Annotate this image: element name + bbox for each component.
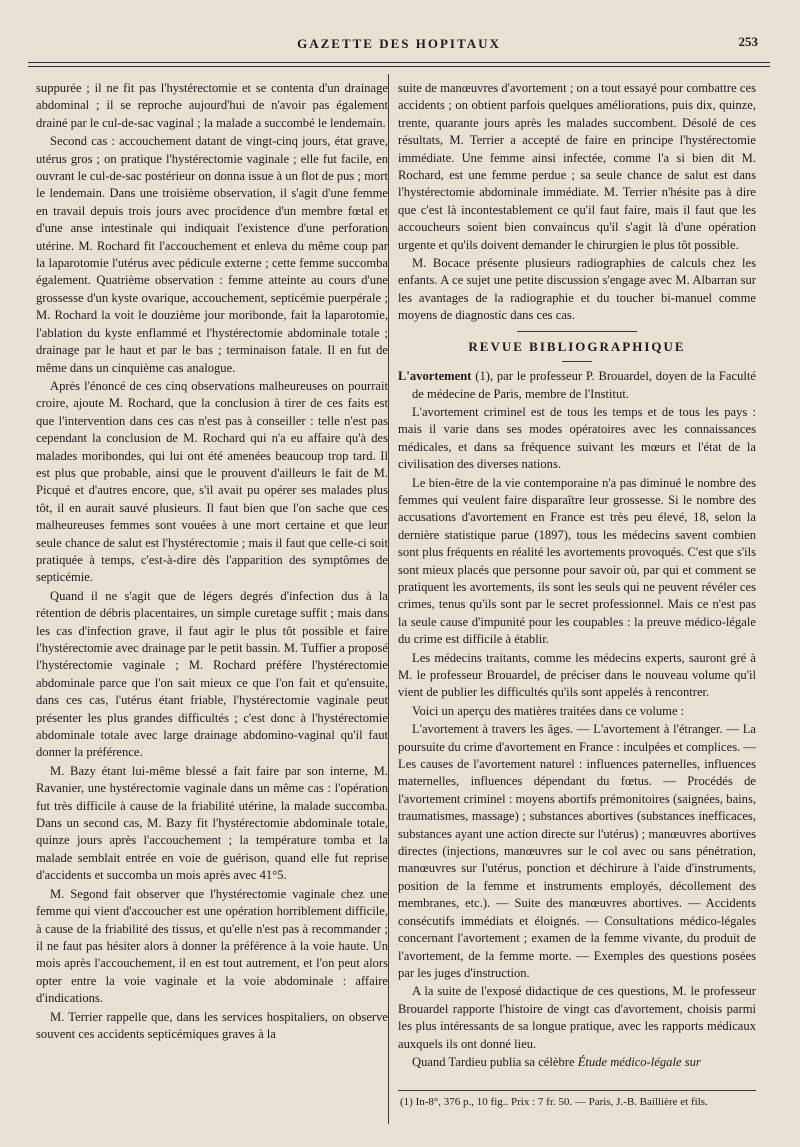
paragraph: A la suite de l'exposé didactique de ces questions, M. le professeur Brouardel rapporte l'histoire de vingt cas d'avortement, choisis parmi les plus intéressants de sa longue pratique, avec les rapports médicaux auxquels ils ont donné lieu. [398, 984, 756, 1051]
paragraph: M. Segond fait observer que l'hystérectomie vaginale chez une femme qui vient d'accoucher est une opération horriblement difficile, à cause de la friabilité des tissus, et qu'elle n'est pas à recommander ; il ne faut pas hésiter alors à donner la préférence à la voie haute. Un mois après l'accouchement, il en est tout autrement, et l'on peut alors opter entre la voie vaginale et la voie abdominale : affaire d'indications. [36, 886, 388, 1006]
running-title: GAZETTE DES HOPITAUX [297, 36, 501, 51]
page-header [28, 36, 770, 58]
section-title: REVUE BIBLIOGRAPHIQUE [468, 338, 686, 354]
header-rule [28, 62, 770, 67]
review-title: L'avortement [398, 369, 472, 384]
paragraph-last [398, 1054, 756, 1071]
section-rule [562, 361, 592, 362]
column-divider [388, 74, 389, 1124]
paragraph: M. Bazy étant lui-même blessé a fait faire par son interne, M. Ravanier, une hystérectomie vaginale dans un même cas : l'opération fut très difficile à cause de la friabilité utérine, la malade succomba. Dans un second cas, M. Bazy fit l'hystérectomie abdominale totale, quinze jours après l'accouchement ; la température tomba et la malade semblait entrée en voie de guérison, quand elle fut reprise d'accidents et succomba un mois après avec 41°5. [36, 763, 388, 883]
footnote: (1) In-8°, 376 p., 10 fig.. Prix : 7 fr. 50. — Paris, J.-B. Baillière et fils. [400, 1096, 708, 1108]
review-heading [398, 368, 756, 403]
paragraph: M. Terrier rappelle que, dans les services hospitaliers, on observe souvent ces accidents septicémiques graves à la [36, 1009, 388, 1041]
left-column [36, 80, 388, 1044]
paragraph: Voici un aperçu des matières traitées dans ce volume : [412, 703, 685, 718]
paragraph: Quand il ne s'agit que de légers degrés d'infection dus à la rétention de débris placentaires, un simple curetage suffit ; mais dans les cas d'infection grave, il faut agir le plus tôt possible et faire l'hystérectomie avec drainage par le petit bassin. M. Tuffier a proposé l'hystérectomie vaginale ; M. Rochard préfère l'hystérectomie abdominale parce que l'on sait mieux ce que l'on fait et qu'ensuite, dans ces cas, l'utérus étant friable, l'hystérectomie vaginale peut présenter les plus grandes difficultés ; c'est donc à l'hystérectomie abdominale totale avec large drainage abdomino-vaginal qu'il faut donner la préférence. [36, 588, 388, 760]
paragraph: Après l'énoncé de ces cinq observations malheureuses on pourrait croire, ajoute M. Rochard, que la conclusion à tirer de ces faits est que l'intervention dans ces cas n'est pas à conseiller : telle n'est pas cependant la conclusion de M. Rochard qui n'a eu affaire qu'à des malades moribondes, qui lui ont été amenées beaucoup trop tard. Il est plus que probable, ainsi que le prouvent d'ailleurs le fait de M. Picqué et d'autres encore, que, s'il avait pu opérer ses malades plus tôt, il en aurait sauvé plusieurs. Il faut bien que l'on sache que ces malheureuses femmes sont vouées à une mort certaine et que leur seule chance de salut est l'hystérectomie ; mais il faut que celle-ci soit pratiquée à temps, c'est-à-dire dès l'apparition des symptômes de septicémie. [36, 378, 388, 585]
footnote-rule [398, 1090, 756, 1091]
last-line-italic: Étude médico-légale sur [577, 1054, 701, 1069]
paragraph: M. Bocace présente plusieurs radiographies de calculs chez les enfants. A ce sujet une petite discussion s'engage avec M. Albarran sur les avantages de la radiographie et du toucher bi-manuel comme moyens de diagnostic dans ces cas. [398, 256, 756, 323]
paragraph: suite de manœuvres d'avortement ; on a tout essayé pour combattre ces accidents ; on obtient parfois quelques améliorations, puis dix, quinze, trente, quarante jours après les malades succombent. Désolé de ces résultats, M. Terrier a accepté de faire en principe l'hystérectomie immédiate. Une femme ainsi infectée, comme l'a si bien dit M. Rochard, est une femme perdue ; sa seule chance de salut est dans l'hystérectomie abdominale immédiate. M. Terrier n'hésite pas à dire que c'est là incontestablement ce qu'il faut faire, mais il faut que les accoucheurs soient bien convaincus qu'il s'agit là d'une opération urgente et qu'ils doivent demander le chirurgien le plus tôt possible. [398, 81, 756, 252]
paragraph: Le bien-être de la vie contemporaine n'a pas diminué le nombre des femmes qui veulent faire disparaître leur grossesse. Si le nombre des accusations d'avortement en France est très peu élevé, 18, selon la dernière statistique parue (1897), tous les médecins savent combien sont plus fréquents en réalité les avortements provoqués. C'est que s'ils sont mieux placés que personne pour savoir où, par qui et comment se pratiquent les avortements, ils sont les seuls qui ne peuvent révéler ces crimes, tenus qu'ils sont par le secret professionnel. Mais ce n'est pas la seule cause d'impunité pour les coupables : la preuve médico-légale du crime est difficile à établir. [398, 475, 756, 647]
paragraph: suppurée ; il ne fit pas l'hystérectomie et se contenta d'un drainage abdominal ; il se reproche aujourd'hui de n'avoir pas également drainé par le cul-de-sac vaginal ; la malade a succombé le lendemain. [36, 81, 388, 130]
paragraph: L'avortement criminel est de tous les temps et de tous les pays : mais il varie dans ses modes opératoires avec les connaissances médicales, et dans sa fréquence suivant les mœurs et l'état de la civilisation des diverses nations. [398, 404, 756, 472]
paragraph: L'avortement à travers les âges. — L'avortement à l'étranger. — La poursuite du crime d'avortement en France : inculpées et complices. — Les causes de l'avortement naturel : influences paternelles, influences maternelles, influences dépendant du fœtus. — Procédés de l'avortement criminel : moyens abortifs prémonitoires (saignées, bains, traumatismes, massage) ; substances abortives (substances inefficaces, substances ayant une action directe sur l'utérus) ; manœuvres abortives directes (injections, manœuvres sur le col avec ou sans pénétration, manœuvres sur l'utérus, ponction et déchirure à l'aide d'instruments, position de la femme et instruments employés, décollement des membranes, etc.). — Suite des manœuvres abortives. — Accidents consécutifs immédiats et éloignés. — Consultations médico-légales concernant l'avortement ; examen de la femme vivante, du produit de l'avortement, de la femme morte. — Exemples des questions posées par les juges d'instruction. [398, 722, 756, 980]
right-column [398, 80, 756, 1072]
paragraph: Second cas : accouchement datant de vingt-cinq jours, état grave, utérus gros ; on pratique l'hystérectomie vaginale ; elle fut facile, en ouvrant le cul-de-sac postérieur on donna issue à un flot de pus ; mort le lendemain. Dans une troisième observation, il s'agit d'une femme en travail depuis trois jours avec procidence d'un membre fœtal et d'une anse intestinale qui indiquait l'existence d'une perforation utérine. M. Rochard fit l'accouchement et enleva du même coup par la laparotomie l'utérus avec pédicule externe ; cette femme succomba également. Quatrième observation : femme atteinte au cours d'une grossesse d'un kyste ovarique, accouchement, septicémie puerpérale ; M. Rochard la voit le douzième jour moribonde, fait la laparotomie, l'ablation du kyste enflammé et l'hystérectomie abdominale totale ; drainage par le haut et par le bas ; terminaison fatale. Il en fut de même dans un cinquième cas analogue. [36, 134, 388, 375]
ornamental-rule [517, 331, 637, 332]
page-number: 253 [738, 34, 758, 49]
review-citation: (1), par le professeur P. Brouardel, doyen de la Faculté de médecine de Paris, membre de l'Institut. [412, 369, 756, 401]
paragraph: Les médecins traitants, comme les médecins experts, sauront gré à M. le professeur Brouardel, de préciser dans le nouveau volume qu'il vient de publier les difficultés qu'ils sont appelés à rencontrer. [398, 650, 756, 700]
last-line-text: Quand Tardieu publia sa célèbre [412, 1054, 578, 1069]
